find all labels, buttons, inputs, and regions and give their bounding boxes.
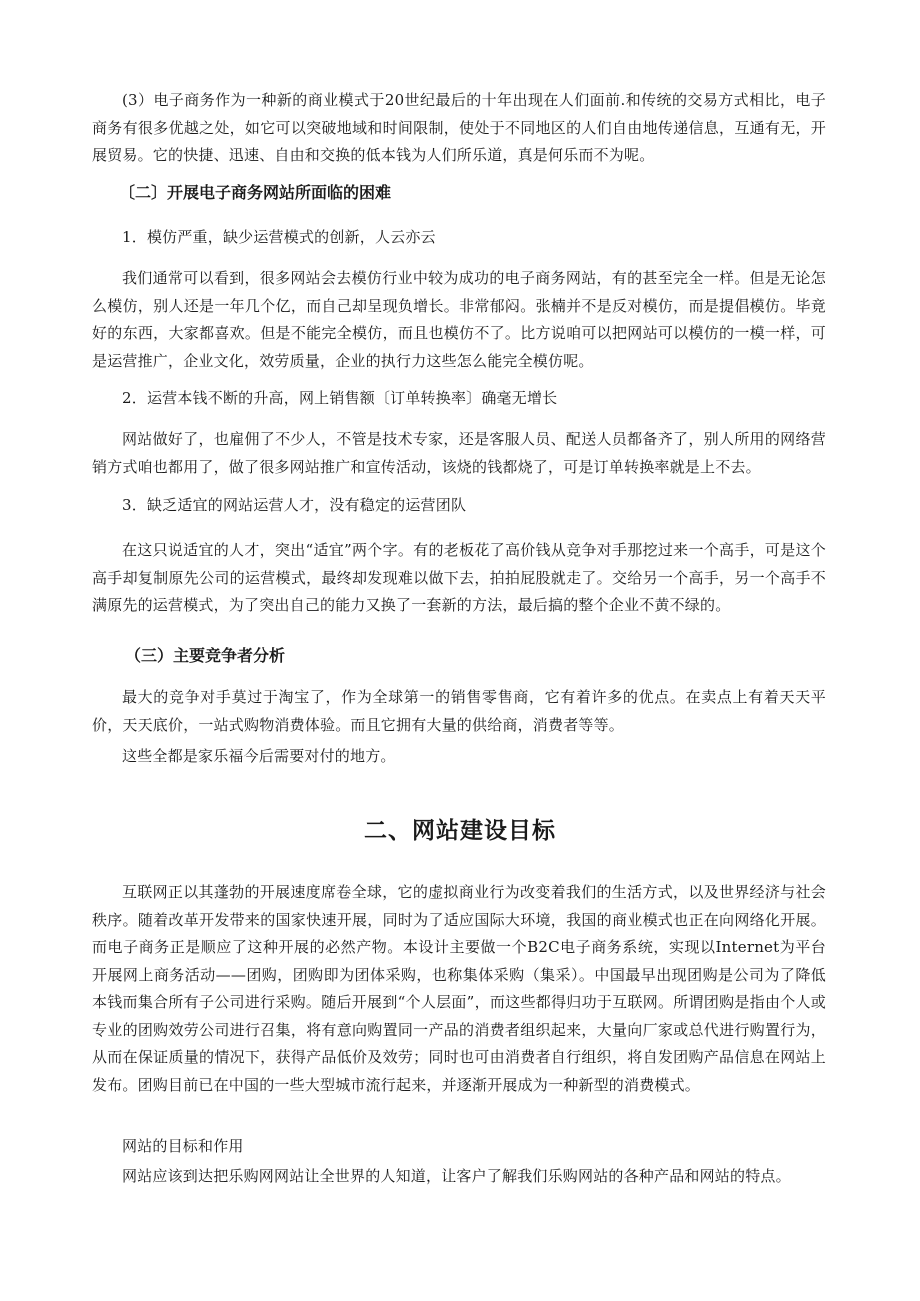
section-heading-competitors: （三）主要竞争者分析 <box>125 646 286 665</box>
chapter-heading-site-goal: 二、网站建设目标 <box>364 818 556 844</box>
paragraph-site-goal: 互联网正以其蓬勃的开展速度席卷全球，它的虚拟商业行为改变着我们的生活方式，以及世界经济与社会秩序。随着改革开发带来的国家快速开展，同时为了适应国际大环境，我国的商业模式也正在向网络化开展。而电子商务正是顺应了这种开展的必然产物。本设计主要做一个B2C电子商务系统，实现以Internet为平台开展网上商务活动——团购，团购即为团体采购，也称集体采购（集采）。中国最早出现团购是公司为了降低本钱而集合所有子公司进行采购。随后开展到“个人层面”，而这些都得归功于互联网。所谓团购是指由个人或专业的团购效劳公司进行召集，将有意向购置同一产品的消费者组织起来，大量向厂家或总代进行购置行为，从而在保证质量的情况下，获得产品低价及效劳；同时也可由消费者自行组织，将自发团购产品信息在网站上发布。团购目前已在中国的一些大型城市流行起来，并逐渐开展成为一种新型的消费模式。 <box>92 883 826 1094</box>
subheading-goal-and-role: 网站的目标和作用 <box>122 1137 244 1155</box>
paragraph-item-1: 我们通常可以看到，很多网站会去模仿行业中较为成功的电子商务网站，有的甚至完全一样。但是无论怎么模仿，别人还是一年几个亿，而自己却呈现负增长。非常郁闷。张楠并不是反对模仿，而是提倡模仿。毕竟好的东西，大家都喜欢。但是不能完全模仿，而且也模仿不了。比方说咱可以把网站可以模仿的一模一样，可是运营推广，企业文化，效劳质量，企业的执行力这些怎么能完全模仿呢。 <box>92 269 826 370</box>
list-item-2-heading: 2．运营本钱不断的升高，网上销售额〔订单转换率〕确毫无增长 <box>122 389 558 407</box>
paragraph-item-2: 网站做好了，也雇佣了不少人，不管是技术专家，还是客服人员、配送人员都备齐了，别人所用的网络营销方式咱也都用了，做了很多网站推广和宣传活动，该烧的钱都烧了，可是订单转换率就是上不去。 <box>92 430 826 476</box>
section-heading-difficulties: 〔二〕开展电子商务网站所面临的困难 <box>119 183 392 202</box>
paragraph-competitor: 最大的竞争对手莫过于淘宝了，作为全球第一的销售零售商，它有着许多的优点。在卖点上有着天天平价，天天底价，一站式购物消费体验。而且它拥有大量的供给商，消费者等等。 <box>92 688 826 734</box>
paragraph-item-3: 在这只说适宜的人才，突出“适宜”两个字。有的老板花了高价钱从竞争对手那挖过来一个高手，可是这个高手却复制原先公司的运营模式，最终却发现难以做下去，拍拍屁股就走了。交给另一个高手，另一个高手不满原先的运营模式，为了突出自己的能力又换了一套新的方法，最后搞的整个企业不黄不绿的。 <box>92 541 826 614</box>
paragraph-intro-3: (3）电子商务作为一种新的商业模式于20世纪最后的十年出现在人们面前.和传统的交易方式相比，电子商务有很多优越之处，如它可以突破地域和时间限制，使处于不同地区的人们自由地传递信息，互通有无，开展贸易。它的快捷、迅速、自由和交换的低本钱为人们所乐道，真是何乐而不为呢。 <box>92 91 826 164</box>
paragraph-goal-and-role: 网站应该到达把乐购网网站让全世界的人知道，让客户了解我们乐购网站的各种产品和网站的特点。 <box>122 1167 791 1185</box>
list-item-1-heading: 1．模仿严重，缺少运营模式的创新，人云亦云 <box>122 228 436 246</box>
paragraph-competitor-note: 这些全都是家乐福今后需要对付的地方。 <box>122 747 396 765</box>
list-item-3-heading: 3．缺乏适宜的网站运营人才，没有稳定的运营团队 <box>122 496 467 514</box>
